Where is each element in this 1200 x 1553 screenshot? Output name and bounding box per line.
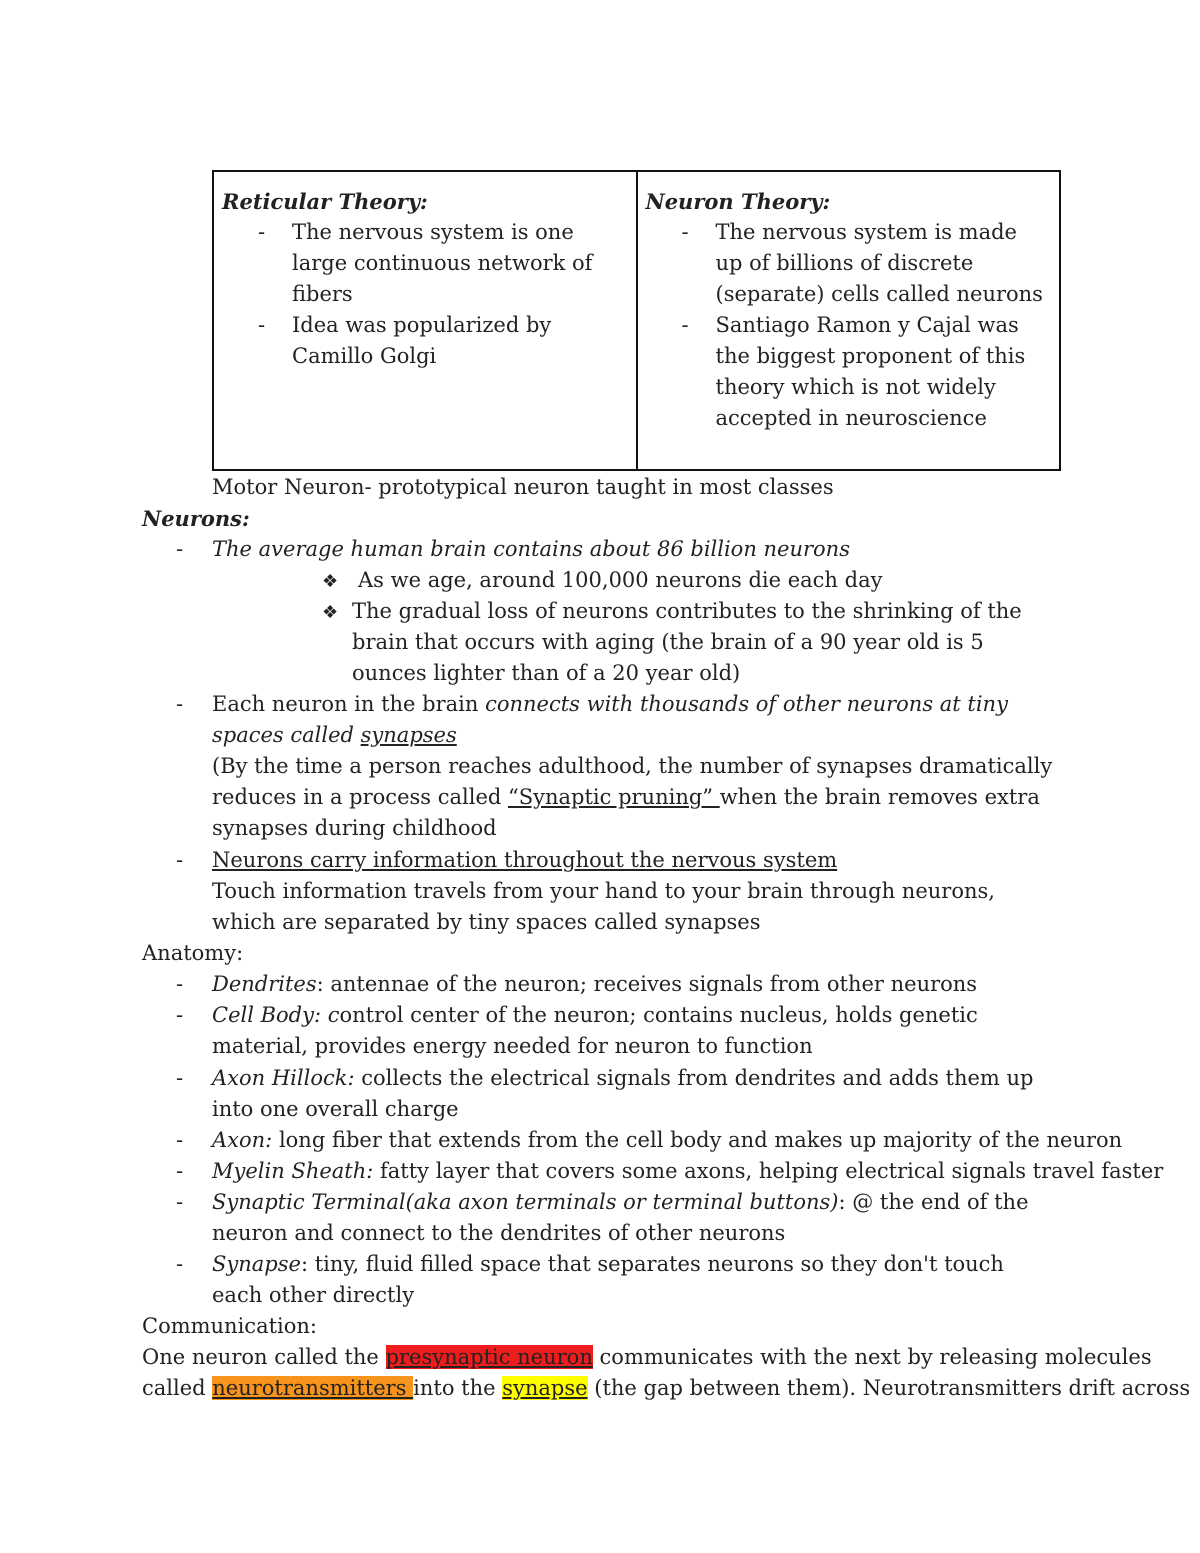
anatomy-term: Cell Body: c [212, 1003, 340, 1027]
dash-marker: - [176, 848, 184, 872]
pruning-text-2: when the brain removes extra synapses during childhood [212, 785, 1040, 840]
anatomy-desc: collects the electrical signals from dendrites and adds them up into one overall charge [212, 1066, 1034, 1121]
anatomy-item-synapse [212, 1249, 1042, 1311]
communication-line-1 [142, 1342, 1152, 1373]
comm-text: One neuron called the [142, 1345, 386, 1369]
list-item: - Santiago Ramon y Cajal was the biggest proponent of this theory which is not widely accepted in neuroscience [646, 310, 1050, 434]
anatomy-term: Synapse [212, 1252, 301, 1276]
comm-text: (the gap between them). Neurotransmitters drift across [587, 1376, 1191, 1400]
comm-text: called [142, 1376, 213, 1400]
presynaptic-neuron-term: presynaptic neuron [385, 1345, 593, 1369]
list-item: - Idea was popularized by Camillo Golgi [222, 310, 626, 372]
synapses-term: synapses [360, 723, 457, 747]
synaptic-pruning-term: “Synaptic pruning” [508, 785, 720, 809]
diamond-bullet-icon: ❖ [322, 571, 339, 592]
neurons-heading: Neurons: [142, 506, 250, 531]
dash-marker: - [176, 1128, 184, 1152]
anatomy-desc: : tiny, fluid filled space that separates neurons so they don't touch each other directly [212, 1252, 1004, 1307]
list-item: - The nervous system is made up of billions of discrete (separate) cells called neurons [646, 217, 1050, 310]
reticular-theory-list [222, 217, 626, 372]
dash-marker: - [176, 692, 184, 716]
anatomy-desc: fatty layer that covers some axons, helping electrical signals travel faster [373, 1159, 1164, 1183]
anatomy-desc: ontrol center of the neuron; contains nucleus, holds genetic material, provides energy needed for neuron to function [212, 1003, 978, 1058]
anatomy-desc: : @ the end of the neuron and connect to the dendrites of other neurons [212, 1190, 1029, 1245]
neuron-theory-list [646, 217, 1050, 434]
avg-brain-line: The average human brain contains about 86 billion neurons [212, 537, 850, 561]
synapse-term: synapse [502, 1376, 588, 1400]
communication-heading: Communication: [142, 1314, 317, 1338]
anatomy-term: Myelin Sheath: [212, 1159, 374, 1183]
anatomy-term: Axon Hillock: [212, 1066, 355, 1090]
anatomy-term: Axon: [212, 1128, 273, 1152]
comm-text: communicates with the next by releasing molecules [592, 1345, 1152, 1369]
diamond-bullet-icon: ❖ [322, 602, 339, 623]
anatomy-item-myelin [212, 1156, 1163, 1187]
comm-text: into the [413, 1376, 503, 1400]
synaptic-pruning-text [212, 751, 1062, 844]
motor-neuron-line: Motor Neuron- prototypical neuron taught in most classes [212, 475, 834, 499]
communication-line-2 [142, 1373, 1190, 1404]
dash-marker: - [176, 1159, 184, 1183]
neurotransmitters-term: neurotransmitters [212, 1376, 414, 1400]
anatomy-desc: : antennae of the neuron; receives signals from other neurons [316, 972, 978, 996]
neurons-carry-line: Neurons carry information throughout the nervous system [212, 848, 838, 872]
synapse-connect-text [212, 689, 1062, 751]
anatomy-item-axon-hillock [212, 1063, 1042, 1125]
reticular-theory-cell [214, 172, 636, 469]
anatomy-item-synaptic-terminal [212, 1187, 1062, 1249]
theory-table [212, 170, 1061, 471]
neuron-loss-line: As we age, around 100,000 neurons die each day [358, 568, 883, 592]
neuron-theory-cell [636, 172, 1060, 469]
dash-marker: - [176, 537, 184, 561]
anatomy-item-cell-body [212, 1000, 1002, 1062]
touch-info-text: Touch information travels from your hand to your brain through neurons, which are separated by tiny spaces called synapses [212, 879, 995, 934]
anatomy-desc: long fiber that extends from the cell body and makes up majority of the neuron [272, 1128, 1123, 1152]
anatomy-item-dendrites [212, 969, 1062, 1000]
list-item: - The nervous system is one large continuous network of fibers [222, 217, 626, 310]
dash-marker: - [176, 972, 184, 996]
dash-marker: - [176, 1003, 184, 1027]
dash-marker: - [176, 1252, 184, 1276]
neuron-theory-title: Neuron Theory: [645, 189, 831, 214]
pruning-text-1: (By the time a person reaches adulthood, the number of synapses dramatically reduces in a process called [212, 754, 1053, 809]
reticular-theory-title: Reticular Theory: [222, 189, 428, 214]
connect-prefix: Each neuron in the brain [212, 692, 486, 716]
anatomy-term: Dendrites [212, 972, 317, 996]
connect-italic: connects with thousands of other neurons at tiny spaces called [212, 692, 1008, 747]
anatomy-item-axon [212, 1125, 1122, 1156]
anatomy-term: Synaptic Terminal(aka axon terminals or terminal buttons) [212, 1190, 839, 1214]
anatomy-heading: Anatomy: [142, 941, 244, 965]
dash-marker: - [176, 1190, 184, 1214]
brain-shrink-text: The gradual loss of neurons contributes to the shrinking of the brain that occurs with aging (the brain of a 90 year old is 5 ounces lighter than of a 20 year old) [352, 599, 1022, 685]
dash-marker: - [176, 1066, 184, 1090]
